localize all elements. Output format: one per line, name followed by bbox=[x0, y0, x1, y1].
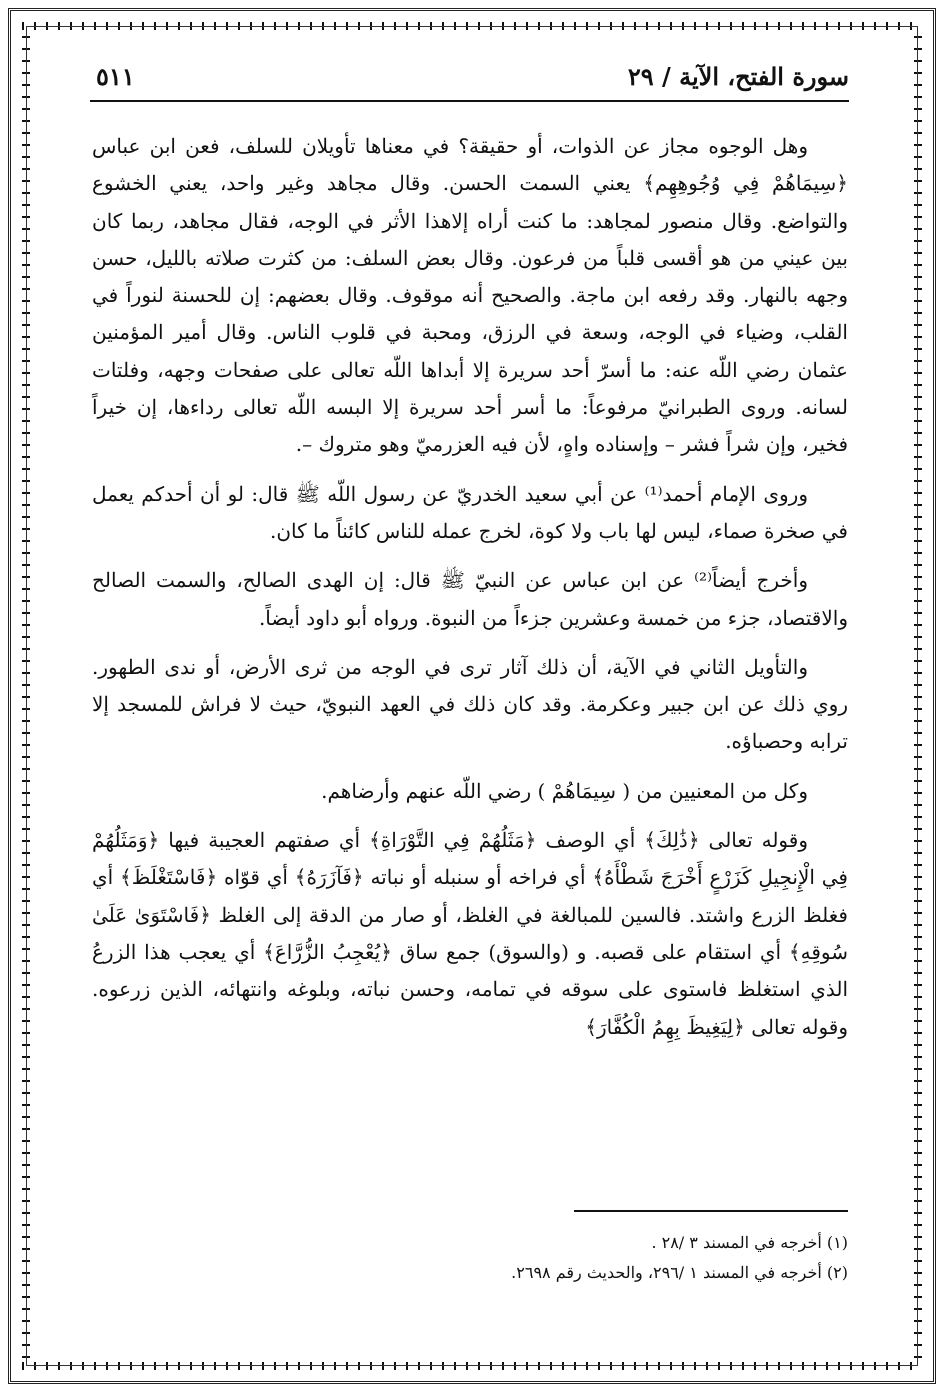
paragraph: وكل من المعنيين من ( سِيمَاهُمْ ) رضي اللّه عنهم وأرضاهم. bbox=[321, 778, 808, 803]
body-text bbox=[92, 128, 848, 1046]
paragraph: وأخرج أيضاً⁽²⁾ عن ابن عباس عن النبيّ ﷺ قال: إن الهدى الصالح، والسمت الصالح والاقتصاد، جزء من خمسة وعشرين جزءاً من النبوة. ورواه أبو داود أيضاً. bbox=[92, 568, 848, 630]
paragraph: وهل الوجوه مجاز عن الذوات، أو حقيقة؟ في معناها تأويلان للسلف، فعن ابن عباس ﴿سِيمَاهُمْ فِي وُجُوهِهِم﴾ يعني السمت الحسن. وقال مجاهد وغير واحد، يعني الخشوع والتواضع. وقال منصور لمجاهد: ما كنت أراه إلاهذا الأثر في الوجه، فقال مجاهد، ربما كان بين عيني من هو أقسى قلباً من فرعون. وقال بعض السلف: من كثرت صلاته بالليل، حسن وجهه بالنهار. وقد رفعه ابن ماجة. والصحيح أنه موقوف. وقال بعضهم: إن للحسنة لنوراً في القلب، وضياء في الوجه، وسعة في الرزق، ومحبة في قلوب الناس. وقال أمير المؤمنين عثمان رضي اللّه عنه: ما أسرّ أحد سريرة إلا أبداها اللّه تعالى على صفحات وجهه، وفلتات لسانه. وروى الطبرانيّ مرفوعاً: ما أسر أحد سريرة إلا البسه اللّه تعالى رداءها، إن خيراً فخير، وإن شراً فشر – وإسناده واهٍ، لأن فيه العزرميّ وهو متروك –. bbox=[92, 134, 848, 457]
paragraph: وروى الإمام أحمد⁽¹⁾ عن أبي سعيد الخدريّ عن رسول اللّه ﷺ قال: لو أن أحدكم يعمل في صخرة صماء، ليس لها باب ولا كوة، لخرج عمله للناس كائناً ما كان. bbox=[92, 481, 848, 543]
footnote-divider bbox=[574, 1210, 848, 1212]
footnote: (٢) أخرجه في المسند ١ /٢٩٦، والحديث رقم ٢٦٩٨. bbox=[511, 1263, 848, 1282]
page-number: ٥١١ bbox=[96, 62, 135, 91]
footnotes bbox=[92, 1228, 848, 1288]
paragraph: وقوله تعالى ﴿ذَٰلِكَ﴾ أي الوصف ﴿مَثَلُهُمْ فِي التَّوْرَاةِ﴾ أي صفتهم العجيبة فيها ﴿وَمَثَلُهُمْ فِي الْإِنجِيلِ كَزَرْعٍ أَخْرَجَ شَطْأَهُ﴾ أي فراخه أو سنبله أو نباته ﴿فَآزَرَهُ﴾ أي قوّاه ﴿فَاسْتَغْلَظَ﴾ أي فغلظ الزرع واشتد. فالسين للمبالغة في الغلظ، أو صار من الدقة إلى الغلظ ﴿فَاسْتَوَىٰ عَلَىٰ سُوقِهِ﴾ أي استقام على قصبه. و (والسوق) جمع ساق ﴿يُعْجِبُ الزُّرَّاعَ﴾ أي يعجب هذا الزرعُ الذي استغلظ فاستوى على سوقه في تمامه، وحسن نباته، وبلوغه وانتهائه، الذين زرعوه. وقوله تعالى ﴿لِيَغِيظَ بِهِمُ الْكُفَّارَ﴾ bbox=[92, 828, 848, 1039]
running-header bbox=[90, 60, 849, 102]
paragraph: والتأويل الثاني في الآية، أن ذلك آثار ترى في الوجه من ثرى الأرض، أو ندى الطهور. روي ذلك عن ابن جبير وعكرمة. وقد كان ذلك في العهد النبويّ، حيث لا فراش للمسجد إلا ترابه وحصباؤه. bbox=[92, 654, 848, 754]
footnote: (١) أخرجه في المسند ٣ /٢٨ . bbox=[651, 1233, 848, 1252]
header-title: سورة الفتح، الآية / ٢٩ bbox=[627, 62, 849, 91]
